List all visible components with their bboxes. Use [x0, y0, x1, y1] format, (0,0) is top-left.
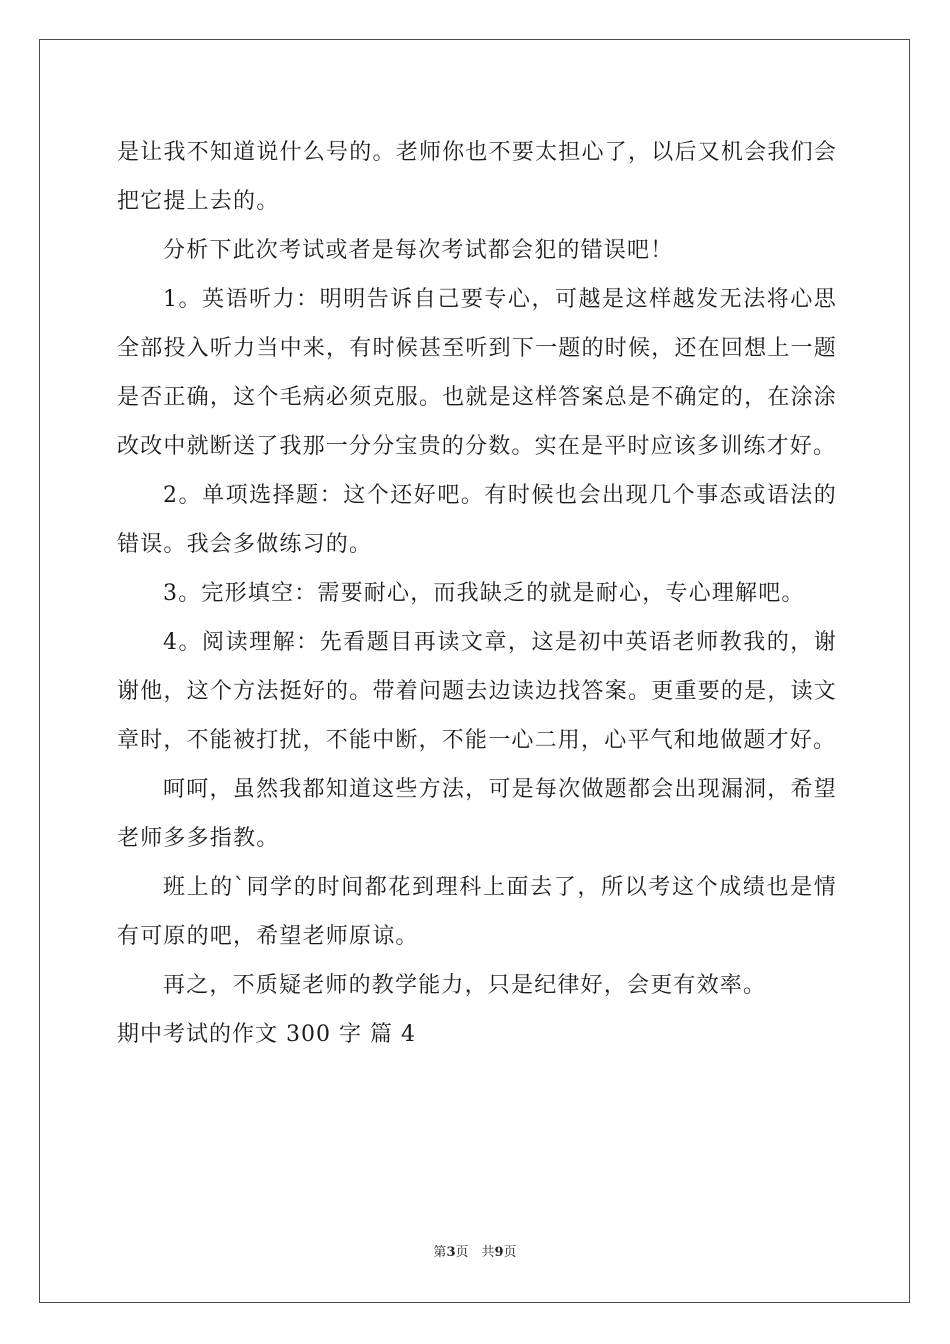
footer-total-pages: 9 [494, 1245, 504, 1260]
section-heading: 期中考试的作文 300 字 篇 4 [117, 1022, 416, 1047]
footer-prefix: 第 [433, 1245, 447, 1260]
paragraph-4: 2。单项选择题：这个还好吧。有时候也会出现几个事态或语法的错误。我会多做练习的。 [117, 483, 837, 557]
paragraph-7: 呵呵，虽然我都知道这些方法，可是每次做题都会出现漏洞，希望老师多多指教。 [117, 777, 837, 851]
paragraph-8: 班上的`同学的时间都花到理科上面去了，所以考这个成绩也是情有可原的吧，希望老师原谅。 [117, 875, 837, 949]
document-body [117, 128, 837, 1059]
paragraph-1: 是让我不知道说什么号的。老师你也不要太担心了，以后又机会我们会把它提上去的。 [117, 140, 837, 214]
paragraph-6: 4。阅读理解：先看题目再读文章，这是初中英语老师教我的，谢谢他，这个方法挺好的。带着问题去边读边找答案。更重要的是，读文章时，不能被打扰，不能中断，不能一心二用，心平气和地做题才好。 [117, 630, 837, 753]
paragraph-3: 1。英语听力：明明告诉自己要专心，可越是这样越发无法将心思全部投入听力当中来，有时候甚至听到下一题的时候，还在回想上一题是否正确，这个毛病必须克服。也就是这样答案总是不确定的，在涂涂改改中就断送了我那一分分宝贵的分数。实在是平时应该多训练才好。 [117, 287, 837, 459]
footer-suffix: 页 [503, 1245, 517, 1260]
paragraph-9: 再之，不质疑老师的教学能力，只是纪律好，会更有效率。 [163, 973, 767, 998]
paragraph-2: 分析下此次考试或者是每次考试都会犯的错误吧！ [163, 238, 674, 263]
paragraph-5: 3。完形填空：需要耐心，而我缺乏的就是耐心，专心理解吧。 [163, 581, 805, 606]
page-footer [0, 1244, 950, 1262]
footer-current-page: 3 [446, 1245, 456, 1260]
footer-middle: 页 共 [455, 1245, 495, 1260]
